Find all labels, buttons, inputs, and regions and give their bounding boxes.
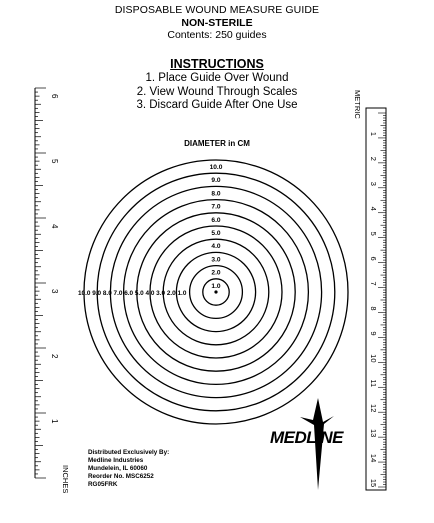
metric-number: 1 <box>369 131 378 137</box>
diameter-scale-labels: 10.0 9.0 8.0 7.0 6.0 5.0 4.0 3.0 2.0 1.0 <box>78 290 187 297</box>
distributor-block <box>88 449 169 489</box>
metric-number: 8 <box>369 306 378 311</box>
metric-number: 11 <box>369 379 378 388</box>
inch-number: 6 <box>50 94 59 99</box>
metric-number: 10 <box>369 354 378 363</box>
ring-label: 9.0 <box>211 177 221 185</box>
instruction-step: 3. Discard Guide After One Use <box>136 99 298 111</box>
metric-number: 13 <box>369 428 378 438</box>
metric-number: 9 <box>369 331 378 336</box>
metric-ruler <box>366 108 386 490</box>
instruction-step: 2. View Wound Through Scales <box>136 85 298 98</box>
diameter-title: DIAMETER in CM <box>184 139 250 148</box>
inch-ruler <box>35 88 59 478</box>
ring-label: 6.0 <box>211 216 221 224</box>
guide-title: DISPOSABLE WOUND MEASURE GUIDE <box>114 4 320 16</box>
ring-label: 5.0 <box>211 230 221 237</box>
metric-number: 14 <box>369 453 378 463</box>
metric-number: 4 <box>369 206 378 211</box>
metric-number: 2 <box>369 156 378 161</box>
inch-number: 4 <box>50 224 59 229</box>
metric-number: 15 <box>369 478 378 488</box>
metric-number: 7 <box>369 281 378 286</box>
ring-label: 2.0 <box>211 269 221 277</box>
contents-label: Contents: 250 guides <box>167 29 267 41</box>
sterility-label: NON-STERILE <box>181 17 253 29</box>
inch-number: 2 <box>50 354 59 359</box>
ring-label: 7.0 <box>211 203 221 211</box>
inches-label: INCHES <box>61 465 70 494</box>
distributor-line: Distributed Exclusively By: <box>88 449 170 456</box>
inch-number: 1 <box>50 419 59 424</box>
metric-label: METRIC <box>353 90 362 119</box>
ring-label: 10.0 <box>209 164 223 171</box>
ring-labels <box>210 164 223 290</box>
medline-logo <box>270 398 344 490</box>
center-dot <box>214 290 217 293</box>
distributor-line: Mundelein, IL 60060 <box>88 464 148 472</box>
inch-number: 3 <box>50 289 59 294</box>
metric-number: 3 <box>369 181 378 186</box>
distributor-line: Medline Industries <box>88 456 144 464</box>
instruction-step: 1. Place Guide Over Wound <box>145 72 289 84</box>
medline-wordmark: MEDLINE <box>270 428 343 447</box>
distributor-line: Reorder No. MSC6252 <box>88 472 154 480</box>
metric-number: 6 <box>369 256 378 261</box>
ring-label: 1.0 <box>211 282 221 290</box>
inch-number: 5 <box>50 159 59 164</box>
instructions-heading: INSTRUCTIONS <box>170 57 264 71</box>
ring-label: 3.0 <box>211 256 221 264</box>
ring-label: 8.0 <box>211 190 221 198</box>
distributor-line: RG05FRK <box>88 480 118 488</box>
metric-number: 5 <box>369 231 378 236</box>
ring-label: 4.0 <box>211 243 221 251</box>
metric-number: 12 <box>369 404 378 413</box>
